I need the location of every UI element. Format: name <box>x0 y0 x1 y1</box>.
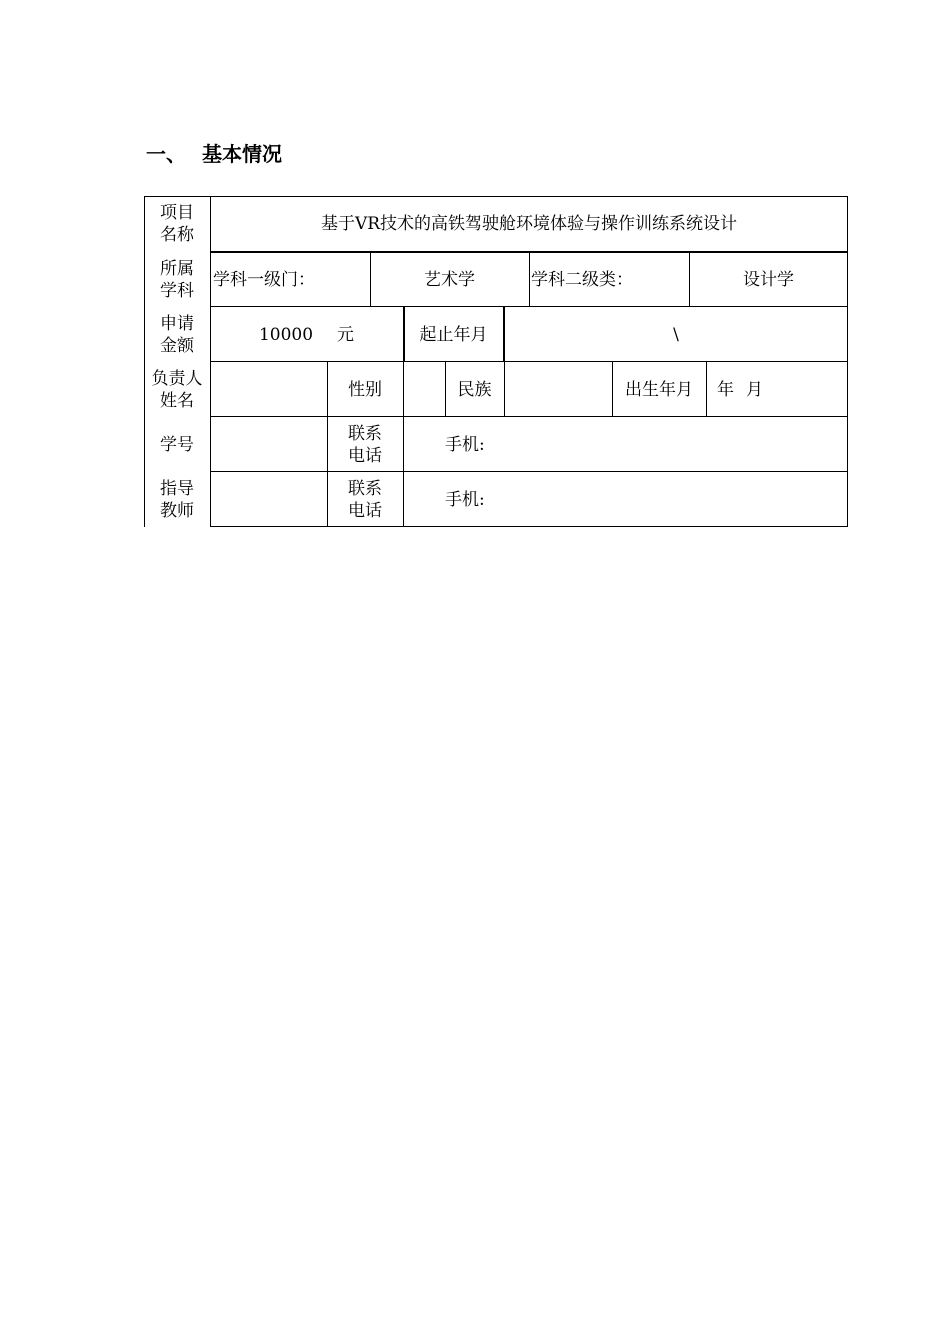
period-value[interactable]: \ <box>673 324 679 345</box>
table-border-top <box>144 196 848 197</box>
primary-discipline-value[interactable]: 艺术学 <box>424 269 475 290</box>
row-divider <box>210 361 848 362</box>
section-title: 基本情况 <box>202 142 282 166</box>
section-number: 一、 <box>146 142 186 166</box>
row-divider <box>210 471 848 472</box>
birth-year-unit: 年 <box>717 379 734 400</box>
basic-info-form <box>144 196 848 527</box>
amount-unit: 元 <box>337 324 355 345</box>
discipline-label: 所属 学科 <box>160 258 194 301</box>
project-name-label: 项目 名称 <box>160 203 194 245</box>
birth-label: 出生年月 <box>625 379 693 400</box>
contact-label: 联系 电话 <box>348 423 382 466</box>
amount-label: 申请 金额 <box>160 313 194 356</box>
advisor-mobile-field[interactable]: 手机: <box>445 489 485 510</box>
period-label: 起止年月 <box>419 324 488 345</box>
project-name-value[interactable]: 基于VR技术的高铁驾驶舱环境体验与操作训练系统设计 <box>320 214 738 234</box>
student-id-label: 学号 <box>160 434 194 455</box>
gender-value[interactable] <box>403 362 445 417</box>
gender-label: 性别 <box>348 379 382 400</box>
column-divider <box>327 362 328 527</box>
column-divider <box>689 252 690 307</box>
leader-label: 负责人 姓名 <box>151 368 203 411</box>
column-divider <box>370 252 371 307</box>
primary-discipline-label: 学科一级门： <box>213 269 315 290</box>
label-column-divider <box>210 196 211 527</box>
column-divider <box>403 307 405 362</box>
ethnicity-value[interactable] <box>504 362 612 417</box>
advisor-contact-label: 联系 电话 <box>348 478 382 521</box>
column-divider <box>612 362 613 417</box>
table-border-right <box>847 196 848 527</box>
section-heading <box>146 140 282 168</box>
column-divider <box>529 252 530 307</box>
column-divider <box>403 362 404 527</box>
table-border-left <box>144 196 145 527</box>
ethnicity-label: 民族 <box>457 379 492 400</box>
amount-number: 10000 <box>258 324 314 345</box>
advisor-name-value[interactable] <box>210 472 327 527</box>
column-divider <box>445 362 446 417</box>
mobile-field[interactable]: 手机: <box>445 434 485 455</box>
table-border-bottom <box>210 526 848 527</box>
birth-month-unit: 月 <box>746 379 763 400</box>
secondary-discipline-value[interactable]: 设计学 <box>743 269 794 290</box>
column-divider <box>503 307 505 362</box>
secondary-discipline-label: 学科二级类： <box>531 269 633 290</box>
amount-value[interactable] <box>210 307 403 362</box>
leader-name-value[interactable] <box>210 362 327 417</box>
advisor-label: 指导 教师 <box>160 478 194 521</box>
column-divider <box>706 362 707 417</box>
row-divider <box>210 416 848 417</box>
birth-value[interactable] <box>706 362 848 417</box>
student-id-value[interactable] <box>210 417 327 472</box>
column-divider <box>504 362 505 417</box>
